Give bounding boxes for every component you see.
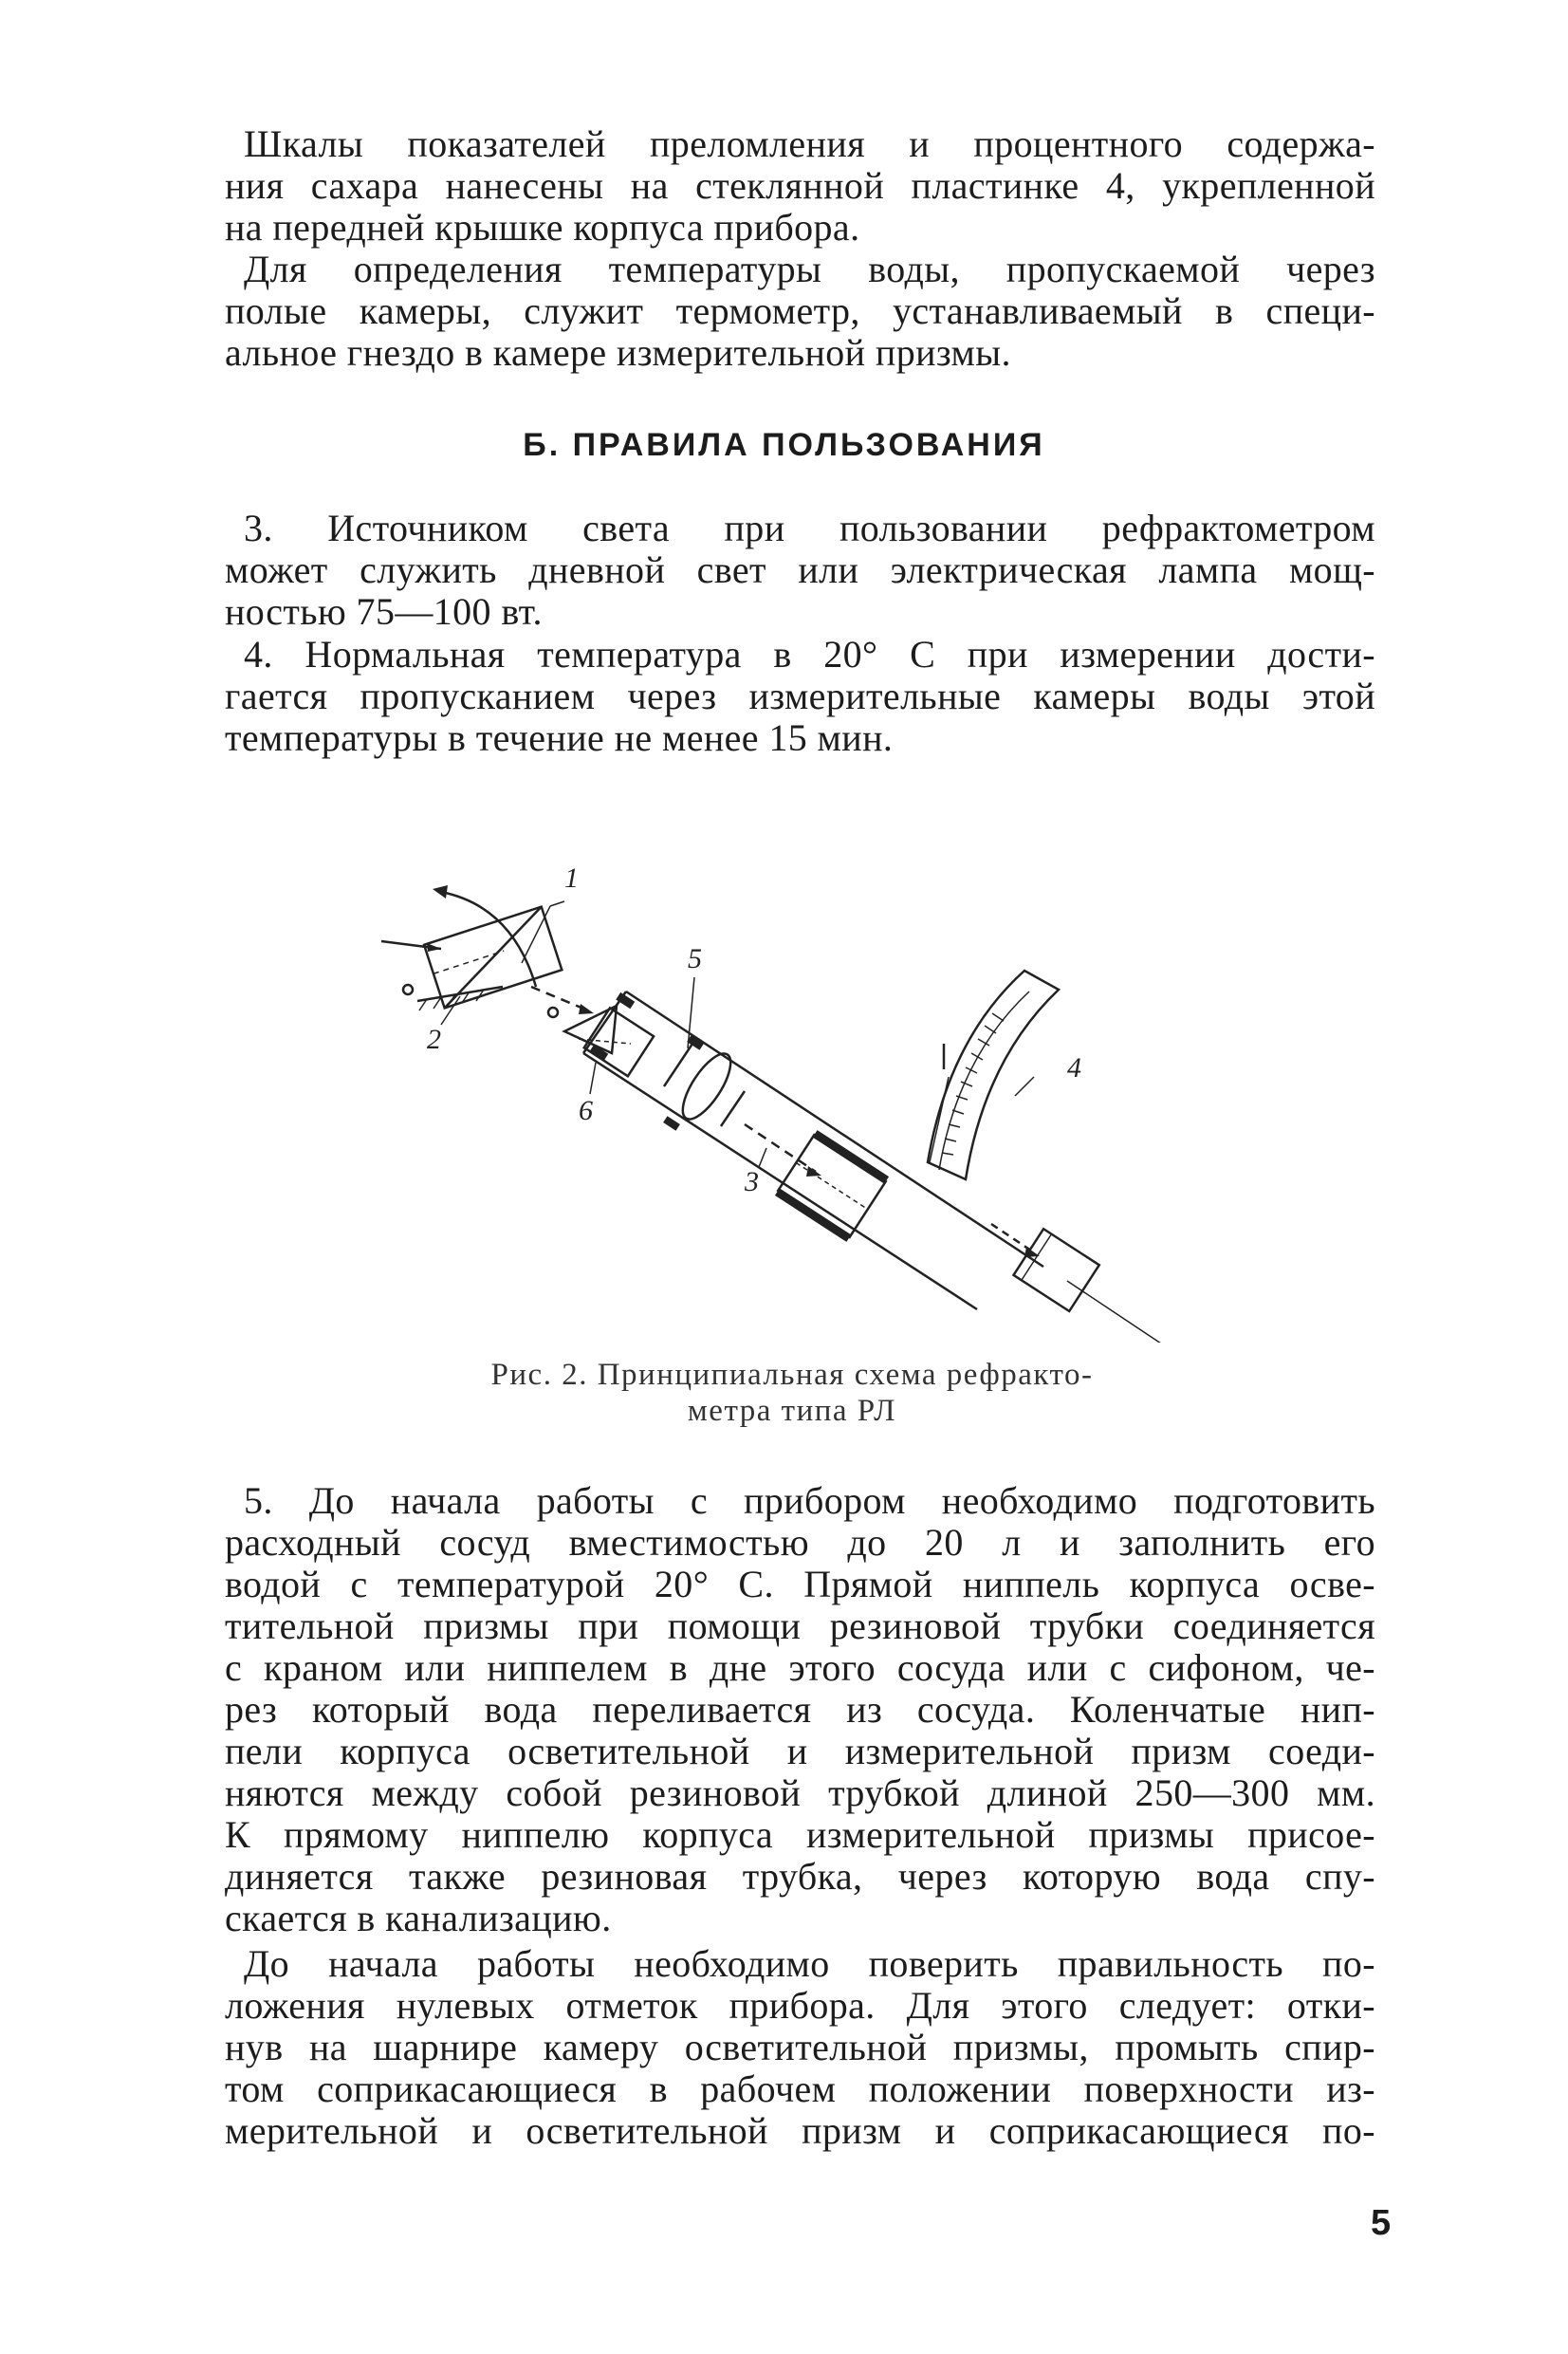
text-line: на передней крышке корпуса прибора.	[225, 206, 860, 249]
refractometer-diagram	[370, 849, 1224, 1343]
text-line: гается пропусканием через измерительные камеры воды этой	[225, 675, 1375, 717]
text-line: ния сахара нанесены на стеклянной пластинке 4, укрепленной	[225, 164, 1375, 207]
paragraph-thermometer	[225, 249, 1375, 374]
text-line: том соприкасающиеся в рабочем положении поверхности из-	[225, 2067, 1375, 2110]
light-ray	[531, 987, 588, 1010]
illuminating-prism	[424, 907, 562, 1009]
text-line: рез который вода переливается из сосуда. Коленчатые нип-	[225, 1688, 1375, 1731]
hinge-pivot	[403, 985, 413, 994]
paragraph-zero-check	[225, 1943, 1375, 2152]
text-line: К прямому ниппелю корпуса измерительной призмы присое-	[225, 1813, 1375, 1856]
text-line: ложения нулевых отметок прибора. Для этого следует: отки-	[225, 1984, 1375, 2027]
figure-caption	[422, 1357, 1162, 1429]
compensator-block	[775, 1130, 889, 1242]
text-line: 5. До начала работы с прибором необходимо подготовить	[244, 1479, 1375, 1522]
text-line: расходный сосуд вместимостью до 20 л и заполнить его	[225, 1521, 1375, 1564]
text-line: температуры в течение не менее 15 мин.	[225, 716, 894, 759]
text-line: водой с температурой 20° С. Прямой ниппель корпуса осве-	[225, 1563, 1375, 1605]
text-line: няются между собой резиновой трубкой длиной 250—300 мм.	[225, 1771, 1375, 1814]
page-number: 5	[1371, 2203, 1392, 2243]
text-line: тительной призмы при помощи резиновой трубки соединяется	[225, 1604, 1375, 1647]
label-6: 6	[579, 1095, 593, 1126]
text-line: может служить дневной свет или электрическая лампа мощ-	[225, 548, 1375, 591]
text-line: 4. Нормальная температура в 20° С при измерении дости-	[244, 633, 1375, 676]
text-line: альное гнездо в камере измерительной призмы.	[225, 331, 1011, 374]
text-line: скается в канализацию.	[225, 1897, 612, 1939]
scale-plate	[928, 971, 1059, 1179]
text-line: 3. Источником света при пользовании рефрактометром	[244, 507, 1375, 549]
label-1: 1	[564, 862, 579, 894]
caption-line: Рис. 2. Принципиальная схема рефракто-	[490, 1358, 1094, 1392]
text-line: мерительной и осветительной призм и соприкасающиеся по-	[225, 2109, 1375, 2152]
eyepiece	[1014, 1229, 1099, 1311]
arrow-head	[579, 1004, 594, 1014]
text-line: Шкалы показателей преломления и процентного содержа-	[244, 122, 1375, 165]
text-line: ностью 75—100 вт.	[225, 590, 543, 633]
text-line: До начала работы необходимо поверить правильность по-	[244, 1942, 1375, 1985]
paragraph-rule-3	[225, 508, 1375, 633]
label-4: 4	[1067, 1052, 1081, 1084]
label-5: 5	[688, 943, 702, 974]
caption-line: метра типа РЛ	[687, 1394, 897, 1428]
paragraph-rule-4	[225, 634, 1375, 759]
hinge-swing-arrow	[441, 892, 536, 987]
exit-ray	[1067, 1281, 1195, 1343]
arrow-head	[433, 885, 448, 899]
label-2: 2	[427, 1024, 441, 1055]
text-line: Для определения температуры воды, пропускаемой через	[244, 248, 1375, 290]
text-line: нув на шарнире камеру осветительной призмы, промыть спир-	[225, 2026, 1375, 2068]
label-3: 3	[745, 1166, 759, 1197]
paragraph-scales	[225, 123, 1375, 249]
text-line: диняется также резиновая трубка, через которую вода спу-	[225, 1855, 1375, 1898]
text-line: полые камеры, служит термометр, устанавливаемый в специ-	[225, 289, 1375, 332]
hinge-pivot	[548, 1008, 558, 1017]
text-line: с краном или ниппелем в дне этого сосуда или с сифоном, че-	[225, 1646, 1375, 1689]
section-heading: Б. ПРАВИЛА ПОЛЬЗОВАНИЯ	[523, 427, 1045, 463]
paragraph-rule-5	[225, 1480, 1375, 1939]
text-line: пели корпуса осветительной и измерительной призм соеди-	[225, 1730, 1375, 1772]
